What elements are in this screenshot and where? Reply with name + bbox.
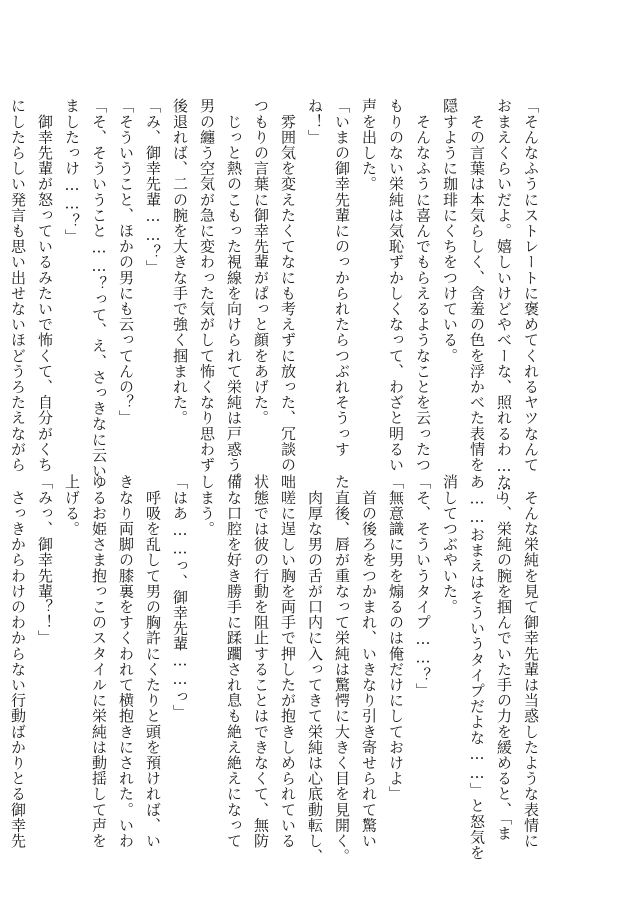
text-line: ね！」 <box>306 98 324 145</box>
text-line: 「そういうこと、ほかの男にも云ってんの？」 <box>117 98 135 426</box>
text-line: ゆるお姫さま抱っこのスタイルに栄純は動揺して声を <box>90 474 108 849</box>
text-line: 声を出した。 <box>360 98 378 192</box>
text-line: じっと熱のこもった視線を向けられて栄純は戸惑う。 <box>225 98 243 488</box>
text-line: 御幸先輩が怒っているみたいで怖くて、自分がくち <box>36 98 54 473</box>
text-line: 「そんなふうにストレートに褒めてくれるヤツなんて <box>522 98 540 473</box>
text-line <box>0 474 4 820</box>
text-line: きなり両脚の膝裏をすくわれて横抱きにされた。いわ <box>117 474 135 849</box>
text-line: にしたらしい発言も思い出せないほどうろたえながら <box>9 98 27 473</box>
text-block-lower <box>9 474 544 864</box>
text-line: あ……おまえはそういうタイプだよな……」と怒気を <box>468 474 486 861</box>
text-line: 男の纏う空気が急に変わった気がして怖くなり思わず <box>198 98 216 473</box>
text-line: 備な口腔を好き勝手に蹂躙され息も絶え絶えになって <box>225 474 243 849</box>
text-line: 呼吸を乱して男の胸許にくたりと頭を預ければ、い <box>144 474 162 849</box>
text-line: 隠すように珈琲にくちをつけている。 <box>441 98 459 364</box>
text-line: しまう。 <box>198 474 216 537</box>
text-line: ましたっけ……？」 <box>63 98 81 245</box>
text-line: 首の後ろをつかまれ、いきなり引き寄せられて驚い <box>360 474 378 849</box>
text-line: た直後、唇が重なって栄純は驚愕に大きく目を見開く。 <box>333 474 351 864</box>
text-line: なり、栄純の腕を掴んでいた手の力を緩めると、「ま <box>495 474 513 841</box>
text-line: もりのない栄純は気恥ずかしくなって、わざと明るい <box>387 98 405 473</box>
text-line: 「そ、そういうこと……？って、え、さっきなに云い <box>90 98 108 479</box>
text-line: そんなふうに喜んでもらえるようなことを云ったつ <box>414 98 432 473</box>
text-line: 消してつぶやいた。 <box>441 474 459 615</box>
text-line: 「はあ……っ、御幸先輩……っ」 <box>171 474 189 720</box>
text-line: 上げる。 <box>63 474 81 537</box>
text-line: おまえくらいだよ。嬉しいけどやべーな、照れるわ……」 <box>495 98 513 510</box>
text-line: その言葉は本気らしく、含羞の色を浮かべた表情を <box>468 98 486 473</box>
text-line: 「そ、そういうタイプ……？」 <box>414 474 432 699</box>
text-line: そんな栄純を見て御幸先輩は当惑したような表情に <box>522 474 540 849</box>
text-line: 「無意識に男を煽るのは俺だけにしておけよ」 <box>387 474 405 802</box>
text-line: さっきからわけのわからない行動ばかりとる御幸先 <box>9 474 27 849</box>
text-line: 後退れば、二の腕を大きな手で強く掴まれた。 <box>171 98 189 426</box>
text-line: つもりの言葉に御幸先輩がぱっと顔をあげた。 <box>252 98 270 426</box>
text-line: 「み、御幸先輩……？」 <box>144 98 162 276</box>
text-line: 「みっ、御幸先輩？！」 <box>36 474 54 646</box>
text-line: 肉厚な男の舌が口内に入ってきて栄純は心底動転し、 <box>306 474 324 864</box>
text-line: 雰囲気を変えたくてなにも考えずに放った、冗談の <box>279 98 297 473</box>
text-line: 状態では彼の行動を阻止することはできなくて、無防 <box>252 474 270 849</box>
text-line: 咄嗟に逞しい胸を両手で押したが抱きしめられている <box>279 474 297 849</box>
text-line: 「いまの御幸先輩にのっかられたらつぶれそうっす <box>333 98 351 457</box>
